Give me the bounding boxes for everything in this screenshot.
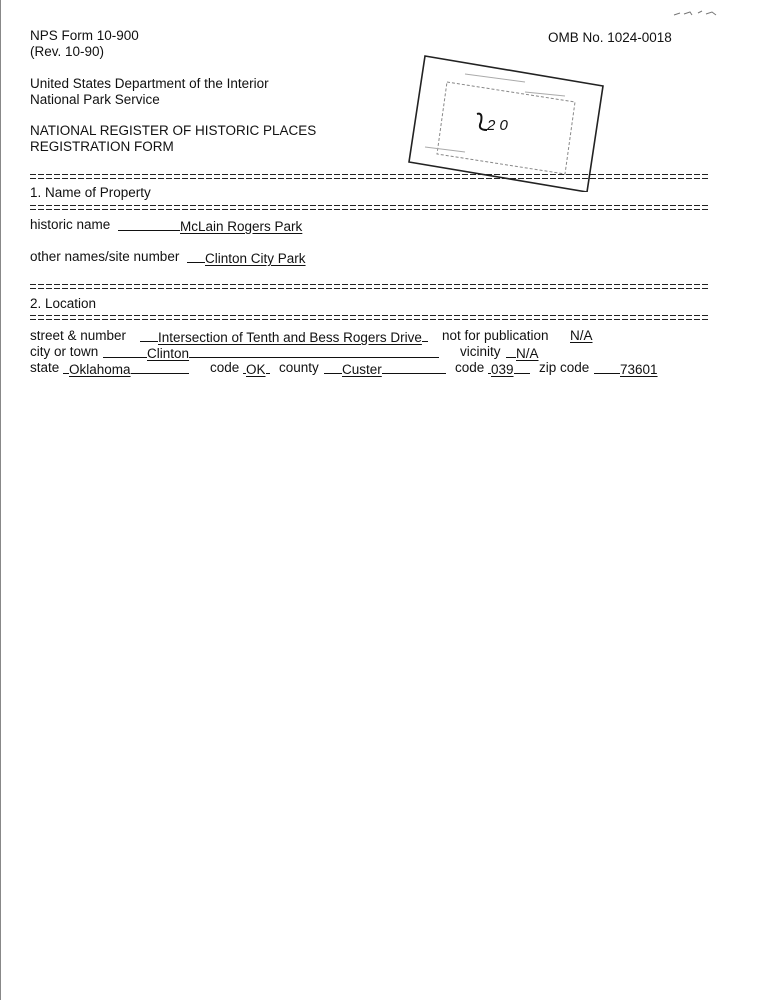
service-name: National Park Service [30, 92, 160, 107]
zip-label: zip code [539, 360, 590, 375]
historic-name-label: historic name [30, 217, 111, 232]
county-field [324, 360, 446, 378]
county-code-field [488, 360, 530, 378]
blank-line [506, 344, 516, 358]
city-label: city or town [30, 344, 99, 359]
received-stamp [405, 52, 610, 192]
not-for-publication-value: N/A [570, 328, 593, 343]
section-rule [30, 173, 710, 180]
county-label: county [279, 360, 319, 375]
blank-line [324, 360, 342, 374]
section-rule [30, 314, 710, 321]
blank-line [187, 249, 205, 263]
zip-field [594, 360, 658, 378]
state-code-value: OK [246, 362, 266, 377]
blank-line [189, 344, 439, 358]
other-names-label: other names/site number [30, 249, 180, 264]
blank-line [103, 344, 147, 358]
zip-value: 73601 [620, 362, 658, 377]
state-code-field [243, 360, 270, 378]
omb-number: OMB No. 1024-0018 [548, 30, 672, 45]
blank-line [594, 360, 620, 374]
blank-line [382, 360, 446, 374]
section-rule [30, 204, 710, 211]
department-name: United States Department of the Interior [30, 76, 269, 91]
form-title-line2: REGISTRATION FORM [30, 139, 174, 154]
section-rule [30, 283, 710, 290]
not-for-publication-label: not for publication [442, 328, 549, 343]
historic-name-value: McLain Rogers Park [180, 219, 303, 234]
other-names-field [187, 249, 306, 267]
state-field [63, 360, 189, 378]
form-revision: (Rev. 10-90) [30, 44, 105, 59]
vicinity-label: vicinity [460, 344, 501, 359]
blank-line [266, 360, 270, 374]
blank-line [131, 360, 189, 374]
county-value: Custer [342, 362, 382, 377]
blank-line [422, 328, 428, 342]
blank-line [118, 217, 180, 231]
state-code-label: code [210, 360, 240, 375]
page-edge [0, 0, 1, 1000]
historic-name-field [118, 217, 302, 235]
city-value: Clinton [147, 346, 190, 361]
street-value: Intersection of Tenth and Bess Rogers Drive [158, 330, 422, 345]
stamp-date-mark: 2 0 [487, 117, 508, 134]
vicinity-value: N/A [516, 346, 539, 361]
margin-scribble [672, 6, 718, 20]
county-code-label: code [455, 360, 485, 375]
county-code-value: 039 [491, 362, 514, 377]
not-for-publication-field [570, 328, 593, 344]
state-label: state [30, 360, 60, 375]
form-title-line1: NATIONAL REGISTER OF HISTORIC PLACES [30, 123, 317, 138]
section2-heading: 2. Location [30, 296, 97, 311]
section1-heading: 1. Name of Property [30, 185, 151, 200]
state-value: Oklahoma [69, 362, 131, 377]
street-label: street & number [30, 328, 127, 343]
blank-line [140, 328, 158, 342]
other-names-value: Clinton City Park [205, 251, 306, 266]
form-number: NPS Form 10-900 [30, 28, 139, 43]
blank-line [514, 360, 530, 374]
